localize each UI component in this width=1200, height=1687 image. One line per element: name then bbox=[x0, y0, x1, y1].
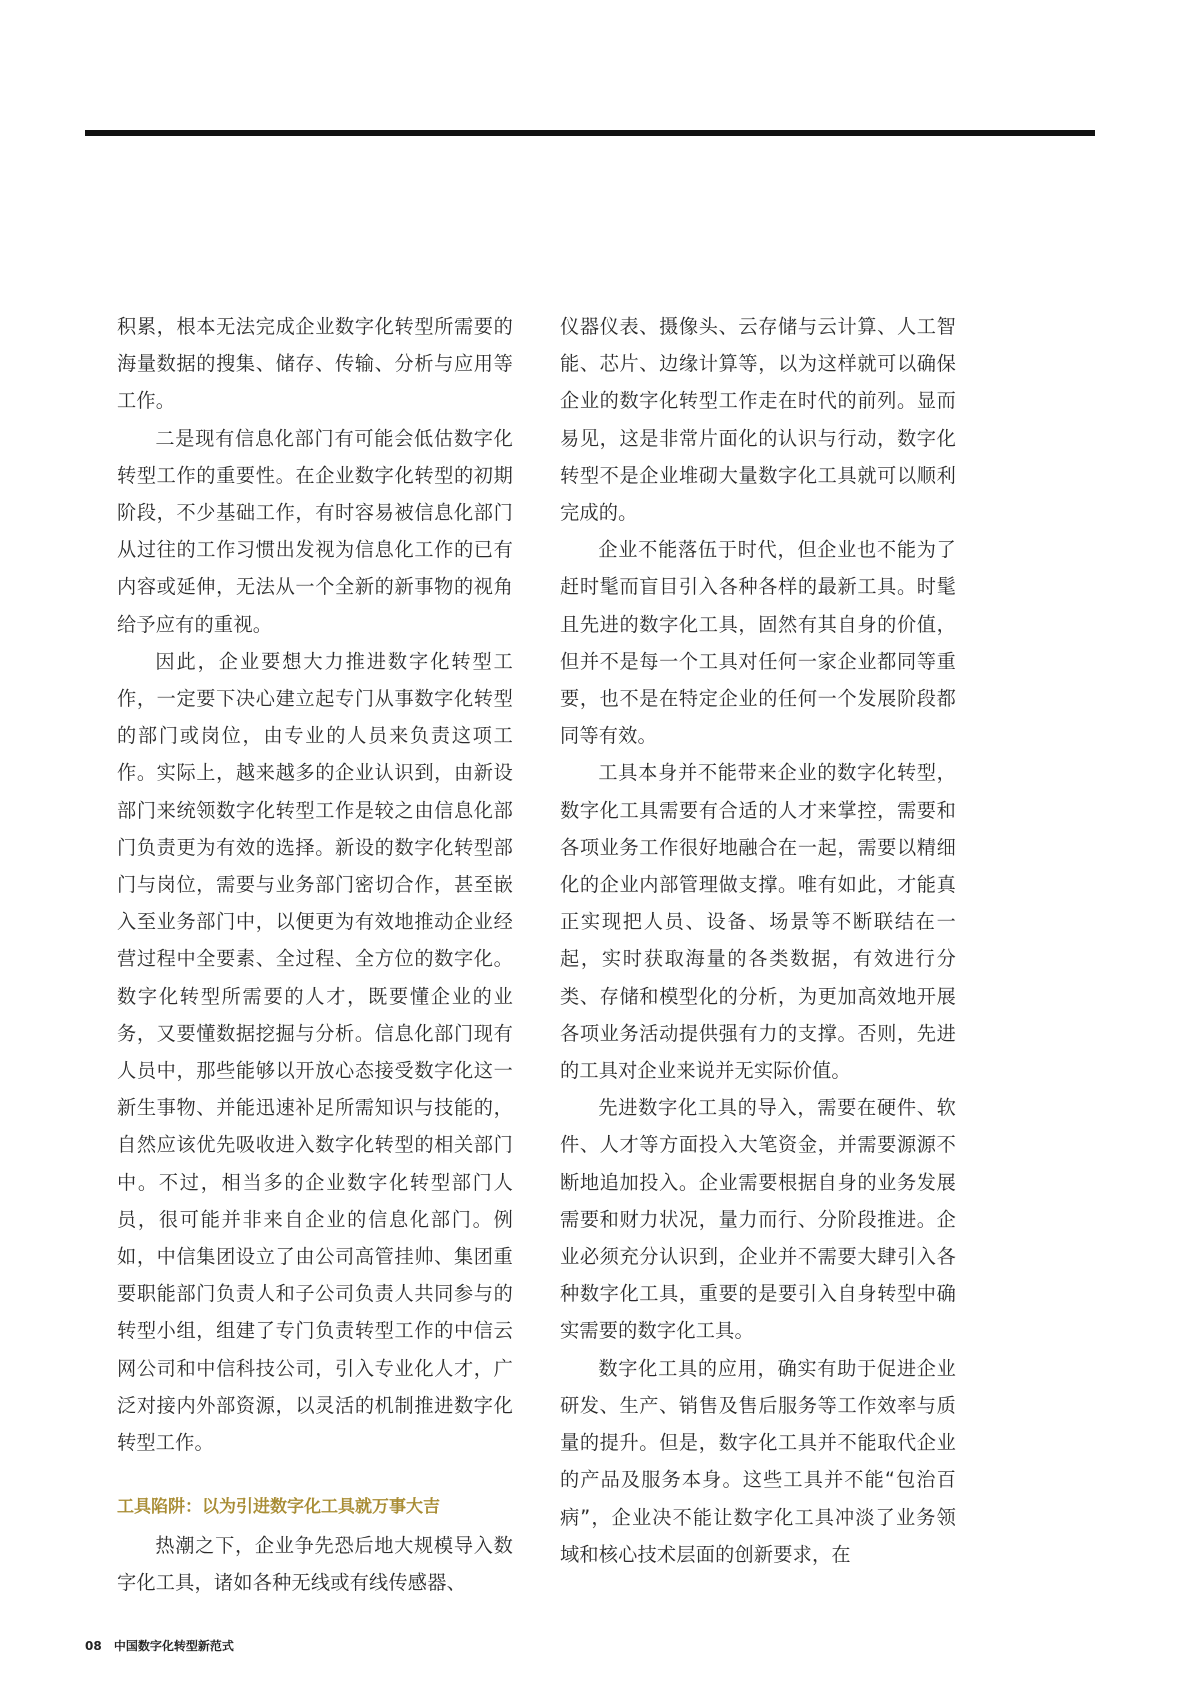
top-rule bbox=[85, 130, 1095, 136]
left-paragraph-2: 二是现有信息化部门有可能会低估数字化转型工作的重要性。在企业数字化转型的初期阶段，不少基础工作，有时容易被信息化部门从过往的工作习惯出发视为信息化工作的已有内容或延伸，无法从一个全新的新事物的视角给予应有的重视。 bbox=[117, 426, 513, 636]
right-paragraph-2: 企业不能落伍于时代，但企业也不能为了赶时髦而盲目引入各种各样的最新工具。时髦且先进的数字化工具，固然有其自身的价值，但并不是每一个工具对任何一家企业都同等重要，也不是在特定企业的任何一个发展阶段都同等有效。 bbox=[560, 538, 956, 748]
left-paragraph-3: 因此，企业要想大力推进数字化转型工作，一定要下决心建立起专门从事数字化转型的部门或岗位，由专业的人员来负责这项工作。实际上，越来越多的企业认识到，由新设部门来统领数字化转型工作是较之由信息化部门负责更为有效的选择。新设的数字化转型部门与岗位，需要与业务部门密切合作，甚至嵌入至业务部门中，以便更为有效地推动企业经营过程中全要素、全过程、全方位的数字化。数字化转型所需要的人才，既要懂企业的业务，又要懂数据挖掘与分析。信息化部门现有人员中，那些能够以开放心态接受数字化这一新生事物、并能迅速补足所需知识与技能的，自然应该优先吸收进入数字化转型的相关部门中。不过，相当多的企业数字化转型部门人员，很可能并非来自企业的信息化部门。例如，中信集团设立了由公司高管挂帅、集团重要职能部门负责人和子公司负责人共同参与的转型小组，组建了专门负责转型工作的中信云网公司和中信科技公司，引入专业化人才，广泛对接内外部资源，以灵活的机制推进数字化转型工作。 bbox=[117, 649, 513, 1455]
right-paragraph-5: 数字化工具的应用，确实有助于促进企业研发、生产、销售及售后服务等工作效率与质量的提升。但是，数字化工具并不能取代企业的产品及服务本身。这些工具并不能“包治百病”，企业决不能让数字化工具冲淡了业务领域和核心技术层面的创新要求，在 bbox=[560, 1356, 956, 1566]
page-footer bbox=[85, 1637, 234, 1654]
left-paragraph-1: 积累，根本无法完成企业数字化转型所需要的海量数据的搜集、储存、传输、分析与应用等工作。 bbox=[117, 315, 513, 413]
left-paragraph-4: 热潮之下，企业争先恐后地大规模导入数字化工具，诸如各种无线或有线传感器、 bbox=[117, 1533, 513, 1594]
publication-title: 中国数字化转型新范式 bbox=[113, 1639, 234, 1653]
left-column bbox=[117, 308, 513, 1601]
right-paragraph-4: 先进数字化工具的导入，需要在硬件、软件、人才等方面投入大笔资金，并需要源源不断地追加投入。企业需要根据自身的业务发展需要和财力状况，量力而行、分阶段推进。企业必须充分认识到，企业并不需要大肆引入各种数字化工具，重要的是要引入自身转型中确实需要的数字化工具。 bbox=[560, 1096, 956, 1343]
page-number: 08 bbox=[85, 1639, 102, 1653]
right-column bbox=[560, 308, 956, 1573]
section-heading: 工具陷阱：以为引进数字化工具就万事大吉 bbox=[117, 1497, 440, 1518]
right-paragraph-3: 工具本身并不能带来企业的数字化转型，数字化工具需要有合适的人才来掌控，需要和各项业务工作很好地融合在一起，需要以精细化的企业内部管理做支撑。唯有如此，才能真正实现把人员、设备、场景等不断联结在一起，实时获取海量的各类数据，有效进行分类、存储和模型化的分析，为更加高效地开展各项业务活动提供强有力的支撑。否则，先进的工具对企业来说并无实际价值。 bbox=[560, 761, 956, 1083]
right-paragraph-1: 仪器仪表、摄像头、云存储与云计算、人工智能、芯片、边缘计算等，以为这样就可以确保企业的数字化转型工作走在时代的前列。显而易见，这是非常片面化的认识与行动，数字化转型不是企业堆砌大量数字化工具就可以顺利完成的。 bbox=[560, 315, 956, 525]
